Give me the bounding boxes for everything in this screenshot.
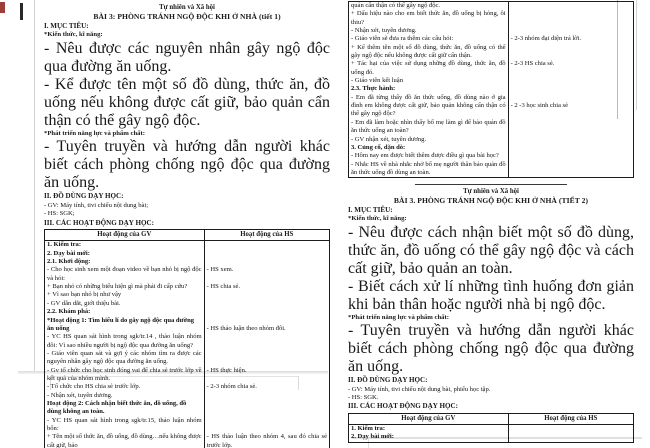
hs-line: - 2-3 nhóm đại diện trả lời. — [510, 35, 582, 43]
gv-line: 2. Dạy bài mới: — [351, 433, 394, 441]
knowledge-item-2: - Nêu được cách nhận biết một số đồ dùng, thức ăn, đồ uống có thể gây ngộ độc và cách cất giữ, bảo quản an toàn. — [348, 223, 634, 277]
document-column-right — [348, 0, 634, 443]
column-header-gv: Hoạt động của GV — [45, 229, 205, 241]
equipment-heading: II. ĐỒ DÙNG DẠY HỌC: — [44, 192, 124, 201]
table-row — [349, 85, 634, 143]
gv-line: - Em đã từng thấy đồ ăn thức uống, đồ dùng nào ở gia đình em không được cất giữ, bảo quản không cẩn thận có thể gây ngộ độc? — [351, 93, 506, 118]
equipment-heading-2: II. ĐỒ DÙNG DẠY HỌC: — [348, 376, 428, 385]
lesson-plan-table-2 — [348, 413, 634, 443]
competence-heading: *Phát triển năng lực và phẩm chất: — [44, 129, 145, 137]
equipment-item: - GV: Máy tính, tivi chiếu nội dung bài; — [44, 201, 149, 209]
table-row — [45, 367, 330, 384]
knowledge-item-2: - Biết cách xử lí những tình huống đơn giản khi bản thân hoặc người nhà bị ngộ độc. — [348, 277, 634, 313]
table-row — [45, 400, 330, 433]
cell-hs — [204, 308, 329, 366]
cell-hs — [508, 60, 633, 85]
gv-line: 1. Kiểm tra: — [351, 425, 385, 433]
gv-line: + Dấu hiệu nào cho em biết thức ăn, đồ uống bị hỏng, ôi thiu? — [351, 10, 506, 26]
cell-gv — [45, 400, 205, 433]
competence-heading-2: *Phát triển năng lực và phẩm chất: — [348, 313, 449, 321]
hs-line: - 2-3 HS chia sẻ. — [510, 60, 555, 68]
table-row — [349, 425, 634, 443]
table-header-row-2 — [349, 413, 634, 425]
cell-gv — [349, 144, 509, 178]
equipment-item: - HS: SGK; — [44, 210, 75, 218]
column-header-hs-2: Hoạt động của HS — [508, 413, 633, 425]
cell-gv — [349, 425, 509, 443]
gv-line: + Vì sao bạn nhỏ bị như vậy — [47, 291, 122, 299]
lesson-plan-table-continued — [348, 1, 634, 178]
gv-line: quản cẩn thận có thể gây ngộ độc. — [351, 2, 441, 9]
hs-line: - 2 -3 học sinh chia sẻ — [510, 102, 568, 110]
objectives-heading: I. MỤC TIÊU: — [44, 22, 89, 30]
gv-line: - Gv tổ chức cho học sinh đóng vai để chia sẻ trước lớp về kết quả của nhóm mình. — [47, 366, 202, 382]
knowledge-item: - Kể được tên một số đồ dùng, thức ăn, đồ uống nếu không được cất giữ, bảo quản cẩn thận có thể gây ngộ độc. — [44, 75, 330, 129]
hs-line: - HS xem. — [206, 266, 234, 274]
table-body-continued — [349, 2, 634, 178]
cell-spacer — [207, 241, 327, 266]
competence-item: - Tuyên truyền và hướng dẫn người khác biết cách phòng chống ngộ độc qua đường ăn uống. — [44, 138, 330, 192]
table-row — [45, 433, 330, 448]
equipment-item-2: - HS: SGK. — [348, 393, 379, 401]
gv-line: Hoạt động 2: Cách nhận biết thức ăn, đồ uống, đồ dùng không an toàn. — [47, 399, 187, 416]
cell-gv — [45, 283, 205, 308]
knowledge-heading-2: *Kiến thức, kĩ năng: — [348, 215, 407, 223]
gv-line: *Hoạt động 1: Tìm hiểu lí do gây ngộ độc qua đường ăn uống — [47, 316, 195, 332]
gv-line: 1. Kiểm tra: — [47, 241, 81, 249]
cell-hs — [508, 85, 633, 143]
gv-line: - Giáo viên quan sát và gợi ý các nhóm tìm ra được các nguyên nhân gây ngộ độc qua đường ăn uống. — [47, 349, 202, 366]
cell-gv — [349, 2, 509, 36]
table-row — [349, 2, 634, 36]
document-column-left — [44, 3, 330, 448]
competence-item-2: - Tuyên truyền và hướng dẫn người khác biết cách phòng chống ngộ độc qua đường ăn uống. — [348, 322, 634, 376]
page-left-edge — [34, 0, 35, 372]
lesson-title-2: BÀI 3. PHÒNG TRÁNH NGỘ ĐỘC KHI Ở NHÀ (TIẾT 2) — [393, 195, 589, 205]
gv-line: + Bạn nhỏ có những biểu hiện gì mà phải đi cấp cứu? — [47, 283, 188, 291]
table-body — [45, 241, 330, 448]
gv-line: - GV dẫn dắt, giới thiệu bài. — [47, 299, 121, 307]
cell-spacer — [511, 85, 631, 102]
cell-gv — [45, 383, 205, 400]
table-row — [45, 241, 330, 283]
lesson-title: BÀI 3: PHÒNG TRÁNH NGỘ ĐỘC KHI Ở NHÀ (tiết 1) — [93, 12, 281, 21]
table-body-2 — [349, 425, 634, 443]
table-row — [349, 60, 634, 85]
gv-line: 2.2. Khám phá: — [47, 308, 91, 316]
cell-hs — [204, 241, 329, 283]
cell-hs — [204, 367, 329, 384]
scan-artifact-bar — [20, 3, 23, 20]
table-row — [349, 144, 634, 178]
equipment-item-2: - GV: Máy tính, tivi chiếu nội dung bài, phiếu học tập. — [348, 385, 491, 393]
table-row — [45, 283, 330, 308]
gv-line: - Cho học sinh xem một đoạn video về bạn nhỏ bị ngộ độc và hỏi: — [47, 266, 202, 282]
gv-line: - YC HS quan sát hình trong sgk/tr.14 , thảo luận nhóm đôi: Vì sao nhiều người bị ngộ độc qua đường ăn uống? — [47, 333, 202, 349]
cell-hs — [204, 433, 329, 448]
subject-heading: Tự nhiên và Xã hội — [159, 4, 215, 11]
hs-line: - 2-3 nhóm chia sẻ. — [206, 383, 257, 391]
cell-gv — [45, 433, 205, 448]
gv-line: - Giáo viên sẽ đưa ra thêm các câu hỏi: — [351, 35, 454, 43]
cell-gv — [45, 367, 205, 384]
page-right-edge-outer — [636, 0, 637, 110]
hs-line: - HS thực hiện. — [206, 366, 247, 374]
cell-gv — [45, 308, 205, 366]
gv-line: - Giáo viên kết luận — [351, 77, 403, 85]
cell-hs — [204, 383, 329, 400]
gv-line: 2. Dạy bài mới: — [47, 249, 90, 257]
cell-gv — [45, 241, 205, 283]
gv-line: - Hôm nay em được biết thêm được điều gì qua bài học? — [351, 152, 499, 160]
table-header-row — [45, 229, 330, 241]
red-margin-marker — [0, 2, 5, 13]
hs-line: - HS thảo luận theo nhóm đôi. — [206, 324, 286, 332]
column-header-gv-2: Hoạt động của GV — [349, 413, 509, 425]
cell-gv — [349, 85, 509, 143]
cell-gv — [349, 60, 509, 85]
cell-hs — [508, 425, 633, 443]
gv-line: 3. Củng cố, dặn dò: — [351, 143, 406, 151]
cell-hs — [204, 283, 329, 308]
gv-line: - YC HS quan sát hình trong sgk/tr.15, thảo luận nhóm bốn: — [47, 416, 202, 432]
hs-line: - HS chia sẻ. — [206, 283, 241, 291]
cell-hs — [508, 35, 633, 60]
table-row — [45, 383, 330, 400]
cell-hs — [508, 2, 633, 36]
gv-line: - Em đã làm hoặc nhìn thấy bố mẹ làm gì để bảo quản đồ ăn thức uống an toàn? — [351, 118, 506, 135]
section-divider — [415, 184, 567, 185]
gv-line: + Tên một số thức ăn, đồ uống, đồ dùng…nếu không được cất giữ, bảo — [47, 433, 202, 448]
lesson-plan-table — [44, 229, 330, 448]
gv-line: - Nhận xét, tuyên dương. — [47, 391, 113, 399]
gv-line: - Nhắc HS về nhà nhắc nhở bố mẹ người thân bảo quản đồ ăn thức uống đồ dùng an toàn. — [351, 160, 506, 176]
gv-line: + Kể thêm tên một số đồ dùng, thức ăn, đồ uống có thể gây ngộ độc nếu không được cất giữ cẩn thận. — [351, 43, 506, 60]
objectives-heading-2: I. MỤC TIÊU: — [348, 205, 393, 214]
table-row — [45, 308, 330, 366]
activities-heading-2: III. CÁC HOẠT ĐỘNG DẠY HỌC: — [348, 402, 458, 411]
cell-hs — [508, 144, 633, 178]
table-row — [349, 35, 634, 60]
column-header-hs: Hoạt động của HS — [204, 229, 329, 241]
gv-line: 2.3. Thực hành: — [351, 85, 396, 93]
cell-spacer — [207, 308, 327, 325]
gv-line: - Nhận xét, tuyên dương. — [351, 27, 417, 35]
knowledge-heading: *Kiến thức, kĩ năng: — [44, 31, 103, 39]
gv-line: 2.1. Khởi động: — [47, 258, 91, 266]
knowledge-item: - Nêu được các nguyên nhân gây ngộ độc qua đường ăn uống. — [44, 39, 330, 75]
gv-line: - GV nhận xét, tuyên dương. — [351, 135, 427, 143]
cell-gv — [349, 35, 509, 60]
subject-heading-2: Tự nhiên và Xã hội — [463, 187, 519, 195]
cell-hs — [204, 400, 329, 433]
activities-heading: III. CÁC HOẠT ĐỘNG DẠY HỌC: — [44, 218, 154, 227]
gv-line: + Tác hại của việc sử dụng những đồ dùng, thức ăn, đồ uống đó. — [351, 60, 506, 76]
gv-line: - Tổ chức cho HS chia sẻ trước lớp. — [47, 383, 141, 391]
hs-line: - HS thảo luận theo nhóm 4, sau đó chia sẻ trước lớp. — [206, 433, 327, 448]
